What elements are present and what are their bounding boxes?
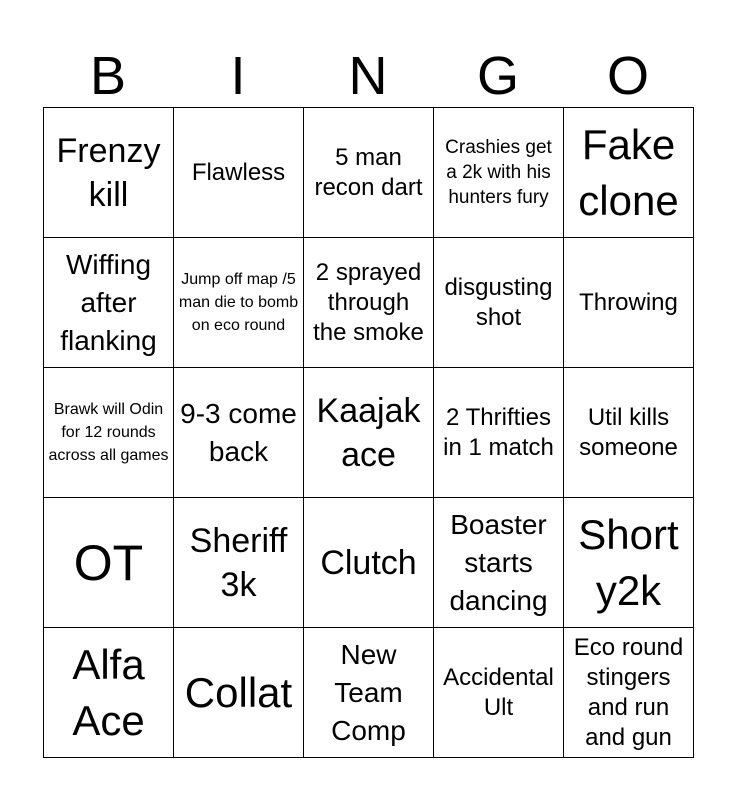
- header-letter-b: B: [89, 46, 127, 106]
- bingo-cell[interactable]: [174, 628, 304, 758]
- bingo-cell[interactable]: [174, 108, 304, 238]
- header-letter-o: O: [606, 46, 649, 106]
- cell-text: Brawk will Odin for 12 rounds across all games: [48, 401, 169, 464]
- bingo-cell[interactable]: [304, 628, 434, 758]
- bingo-cell[interactable]: [304, 498, 434, 628]
- bingo-cell[interactable]: [434, 498, 564, 628]
- cell-text: Throwing: [579, 288, 678, 316]
- cell-text: 2 Thrifties in 1 match: [443, 403, 554, 461]
- bingo-cell[interactable]: [304, 238, 434, 368]
- bingo-cell[interactable]: [44, 498, 174, 628]
- cell-text: Eco round stingers and run and gun: [573, 633, 684, 751]
- cell-text: Collat: [184, 668, 293, 716]
- cell-text: Sheriff 3k: [189, 521, 288, 604]
- cell-text: 2 sprayed through the smoke: [313, 258, 424, 346]
- cell-text: New Team Comp: [331, 638, 406, 746]
- cell-text: Crashies get a 2k with his hunters fury: [445, 137, 552, 208]
- bingo-cell[interactable]: [434, 368, 564, 498]
- bingo-cell[interactable]: [44, 238, 174, 368]
- cell-text: Util kills someone: [579, 403, 678, 461]
- cell-text: Jump off map /5 man die to bomb on eco round: [178, 271, 299, 334]
- cell-text: Short y2k: [578, 510, 679, 614]
- bingo-header: [43, 46, 693, 106]
- cell-text: Kaajak ace: [316, 391, 421, 474]
- cell-text: Frenzy kill: [56, 131, 161, 214]
- cell-text: disgusting shot: [444, 273, 553, 331]
- cell-text: 5 man recon dart: [314, 143, 423, 201]
- cell-text: Flawless: [191, 158, 286, 186]
- cell-text: Clutch: [320, 543, 417, 582]
- bingo-cell[interactable]: [564, 498, 694, 628]
- bingo-grid: [43, 107, 694, 758]
- cell-text: 9-3 come back: [180, 397, 297, 467]
- header-letter-g: G: [476, 46, 519, 106]
- bingo-cell[interactable]: [434, 238, 564, 368]
- bingo-cell[interactable]: [44, 628, 174, 758]
- bingo-cell[interactable]: [44, 368, 174, 498]
- header-letter-i: I: [230, 46, 246, 106]
- bingo-cell[interactable]: [564, 628, 694, 758]
- cell-text: Boaster starts dancing: [449, 508, 548, 616]
- cell-text: Fake clone: [578, 120, 679, 224]
- bingo-cell[interactable]: [564, 108, 694, 238]
- bingo-cell[interactable]: [304, 368, 434, 498]
- bingo-cell[interactable]: [174, 368, 304, 498]
- header-letter-n: N: [348, 46, 388, 106]
- bingo-cell[interactable]: [174, 498, 304, 628]
- bingo-cell[interactable]: [564, 368, 694, 498]
- cell-text: Accidental Ult: [443, 663, 554, 721]
- bingo-cell[interactable]: [434, 628, 564, 758]
- bingo-cell[interactable]: [304, 108, 434, 238]
- bingo-cell[interactable]: [44, 108, 174, 238]
- bingo-cell[interactable]: [564, 238, 694, 368]
- cell-text: OT: [73, 534, 144, 591]
- bingo-cell[interactable]: [174, 238, 304, 368]
- bingo-cell[interactable]: [434, 108, 564, 238]
- cell-text: Alfa Ace: [72, 640, 145, 744]
- cell-text: Wiffing after flanking: [60, 248, 157, 356]
